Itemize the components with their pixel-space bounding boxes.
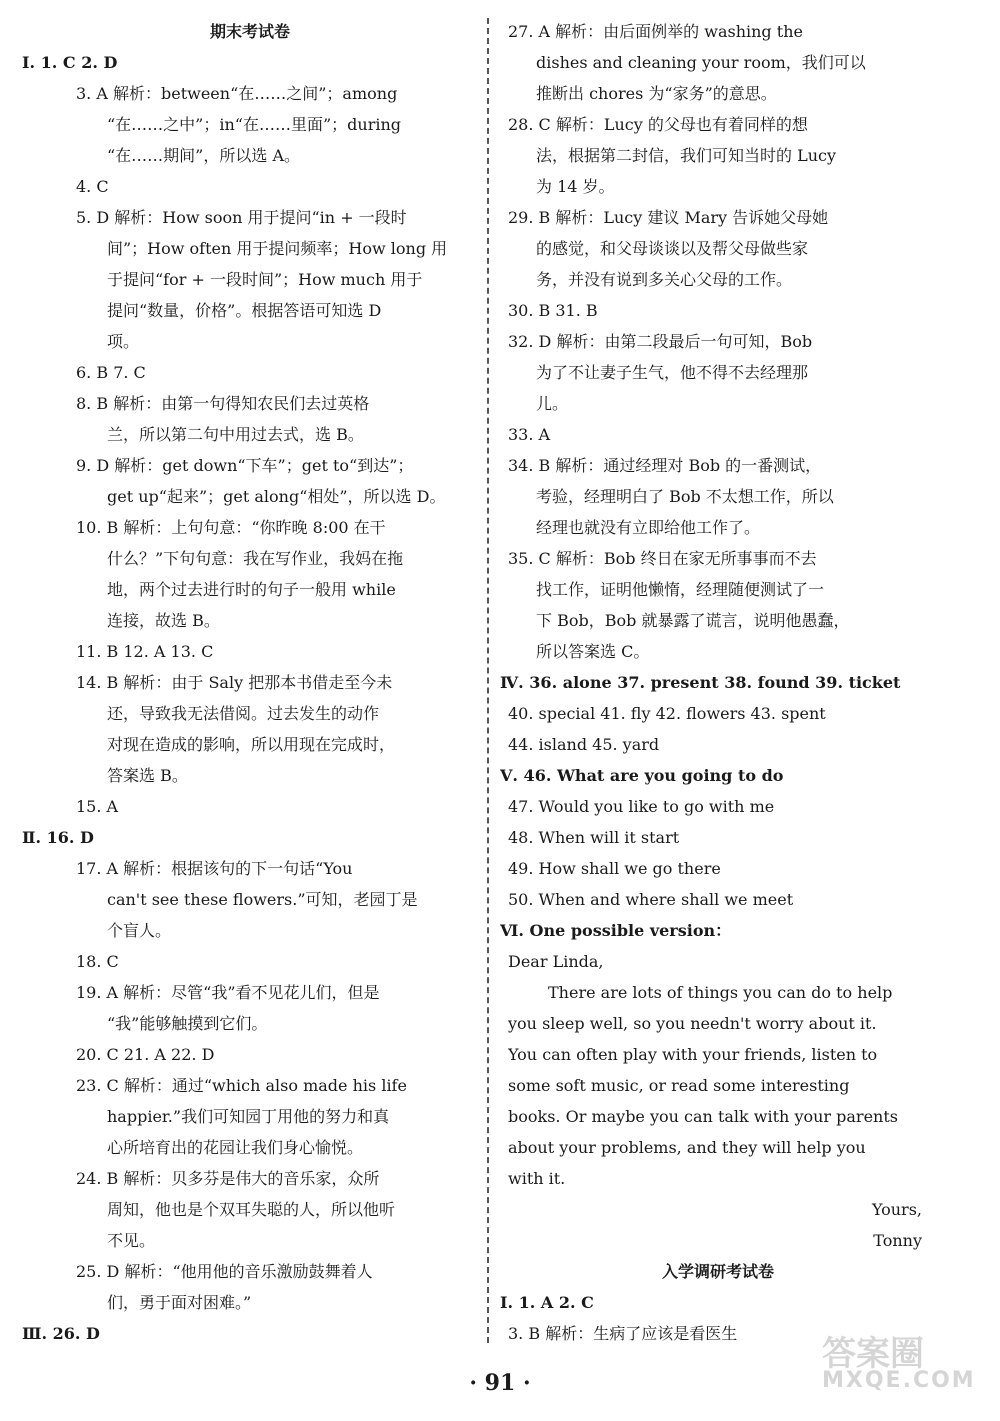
right-line-13: 33. A (508, 425, 551, 444)
right-line-40: 入学调研考试卷 (661, 1262, 774, 1281)
right-line-8: 务，并没有说到多关心父母的工作。 (536, 270, 793, 289)
left-line-33: 20. C 21. A 22. D (76, 1045, 215, 1064)
right-line-28: 50. When and where shall we meet (508, 890, 794, 909)
right-line-18: 找工作，证明他懒惰，经理随便测试了一 (536, 580, 825, 599)
right-line-3: 28. C 解析：Lucy 的父母也有着同样的想 (508, 115, 808, 134)
left-line-39: 不见。 (107, 1231, 156, 1250)
right-line-41: Ⅰ. 1. A 2. C (500, 1293, 594, 1312)
right-line-5: 为 14 岁。 (536, 177, 615, 196)
left-line-11: 6. B 7. C (76, 363, 146, 382)
left-line-41: 们，勇于面对困难。” (107, 1293, 252, 1312)
right-line-42: 3. B 解析：生病了应该是看医生 (508, 1324, 738, 1343)
left-line-25: 15. A (76, 797, 119, 816)
left-line-37: 24. B 解析：贝多芬是伟大的音乐家，众所 (76, 1169, 380, 1188)
right-line-15: 考验，经理明白了 Bob 不太想工作，所以 (536, 487, 834, 506)
left-line-9: 提问“数量，价格”。根据答语可知选 D (107, 301, 382, 320)
left-line-0: 期末考试卷 (209, 22, 290, 41)
left-line-2: 3. A 解析：between“在……之间”；among (76, 84, 398, 103)
right-line-1: dishes and cleaning your room，我们可以 (536, 53, 866, 72)
right-line-0: 27. A 解析：由后面例举的 washing the (508, 22, 803, 41)
watermark-text: 答案圈 (822, 1334, 924, 1374)
left-line-42: Ⅲ. 26. D (22, 1324, 100, 1343)
left-line-12: 8. B 解析：由第一句得知农民们去过英格 (76, 394, 370, 413)
left-line-29: 个盲人。 (107, 921, 172, 940)
left-line-16: 10. B 解析：上句句意：“你昨晚 8:00 在干 (76, 518, 386, 537)
left-line-10: 项。 (107, 332, 140, 351)
right-line-7: 的感觉，和父母谈谈以及帮父母做些家 (536, 239, 809, 258)
left-line-21: 14. B 解析：由于 Saly 把那本书借走至今未 (76, 673, 393, 692)
left-line-7: 间”；How often 用于提问频率；How long 用 (107, 239, 448, 258)
left-line-32: “我”能够触摸到它们。 (107, 1014, 268, 1033)
left-line-19: 连接，故选 B。 (107, 611, 220, 630)
right-line-27: 49. How shall we go there (508, 859, 721, 878)
left-line-6: 5. D 解析：How soon 用于提问“in + 一段时 (76, 208, 407, 227)
right-line-11: 为了不让妻子生气，他不得不去经理那 (536, 363, 809, 382)
right-line-6: 29. B 解析：Lucy 建议 Mary 告诉她父母她 (508, 208, 829, 227)
page-number: · 91 · (469, 1370, 531, 1396)
left-line-4: “在……期间”，所以选 A。 (107, 146, 301, 165)
right-line-14: 34. B 解析：通过经理对 Bob 的一番测试， (508, 456, 822, 475)
left-line-13: 兰，所以第二句中用过去式，选 B。 (107, 425, 364, 444)
right-line-25: 47. Would you like to go with me (508, 797, 775, 816)
left-line-24: 答案选 B。 (107, 766, 188, 785)
left-line-3: “在……之中”；in“在……里面”；during (107, 115, 402, 134)
right-line-39: Tonny (873, 1231, 922, 1250)
left-line-15: get up“起来”；get along“相处”，所以选 D。 (107, 487, 446, 506)
right-line-26: 48. When will it start (508, 828, 680, 847)
left-column (22, 16, 470, 1349)
right-line-29: Ⅵ. One possible version： (500, 921, 732, 940)
left-line-22: 还，导致我无法借阅。过去发生的动作 (107, 704, 380, 723)
left-line-26: Ⅱ. 16. D (22, 828, 94, 847)
left-line-17: 什么？”下句句意：我在写作业，我妈在拖 (107, 549, 404, 568)
right-line-12: 儿。 (536, 394, 569, 413)
left-line-34: 23. C 解析：通过“which also made his life (76, 1076, 407, 1095)
left-line-28: can't see these flowers.”可知，老园丁是 (107, 890, 418, 909)
left-line-30: 18. C (76, 952, 119, 971)
watermark-url: MXQE.COM (822, 1368, 976, 1393)
left-line-38: 周知，他也是个双耳失聪的人，所以他听 (107, 1200, 396, 1219)
right-line-17: 35. C 解析：Bob 终日在家无所事事而不去 (508, 549, 817, 568)
right-line-10: 32. D 解析：由第二段最后一句可知，Bob (508, 332, 813, 351)
right-line-24: Ⅴ. 46. What are you going to do (500, 766, 784, 785)
left-line-23: 对现在造成的影响，所以用现在完成时， (107, 735, 396, 754)
column-divider (487, 18, 489, 1343)
right-line-2: 推断出 chores 为“家务”的意思。 (536, 84, 777, 103)
right-line-20: 所以答案选 C。 (536, 642, 650, 661)
left-line-35: happier.”我们可知园丁用他的努力和真 (107, 1107, 390, 1126)
left-line-8: 于提问“for + 一段时间”；How much 用于 (107, 270, 423, 289)
right-column (500, 16, 928, 1349)
right-line-30: Dear Linda, (508, 952, 604, 971)
left-line-31: 19. A 解析：尽管“我”看不见花儿们，但是 (76, 983, 380, 1002)
left-line-14: 9. D 解析：get down“下车”；get to“到达”； (76, 456, 414, 475)
right-line-4: 法，根据第二封信，我们可知当时的 Lucy (536, 146, 837, 165)
left-line-36: 心所培育出的花园让我们身心愉悦。 (107, 1138, 364, 1157)
right-line-32: you sleep well, so you needn't worry about it. (508, 1014, 877, 1033)
left-line-1: Ⅰ. 1. C 2. D (22, 53, 118, 72)
right-line-9: 30. B 31. B (508, 301, 598, 320)
right-line-31: There are lots of things you can do to help (548, 983, 893, 1002)
right-line-36: about your problems, and they will help you (508, 1138, 866, 1157)
left-line-27: 17. A 解析：根据该句的下一句话“You (76, 859, 353, 878)
left-line-5: 4. C (76, 177, 109, 196)
right-line-37: with it. (508, 1169, 566, 1188)
left-line-18: 地，两个过去进行时的句子一般用 while (107, 580, 396, 599)
right-line-22: 40. special 41. fly 42. flowers 43. spent (508, 704, 826, 723)
right-line-23: 44. island 45. yard (508, 735, 660, 754)
right-line-34: some soft music, or read some interesting (508, 1076, 850, 1095)
watermark-logo (812, 1322, 990, 1402)
right-line-19: 下 Bob，Bob 就暴露了谎言，说明他愚蠢， (536, 611, 850, 630)
right-line-16: 经理也就没有立即给他工作了。 (536, 518, 761, 537)
right-line-33: You can often play with your friends, listen to (508, 1045, 878, 1064)
right-line-21: Ⅳ. 36. alone 37. present 38. found 39. ticket (500, 673, 901, 692)
left-line-20: 11. B 12. A 13. C (76, 642, 214, 661)
right-line-35: books. Or maybe you can talk with your parents (508, 1107, 898, 1126)
right-line-38: Yours, (871, 1200, 922, 1219)
left-line-40: 25. D 解析：“他用他的音乐激励鼓舞着人 (76, 1262, 373, 1281)
